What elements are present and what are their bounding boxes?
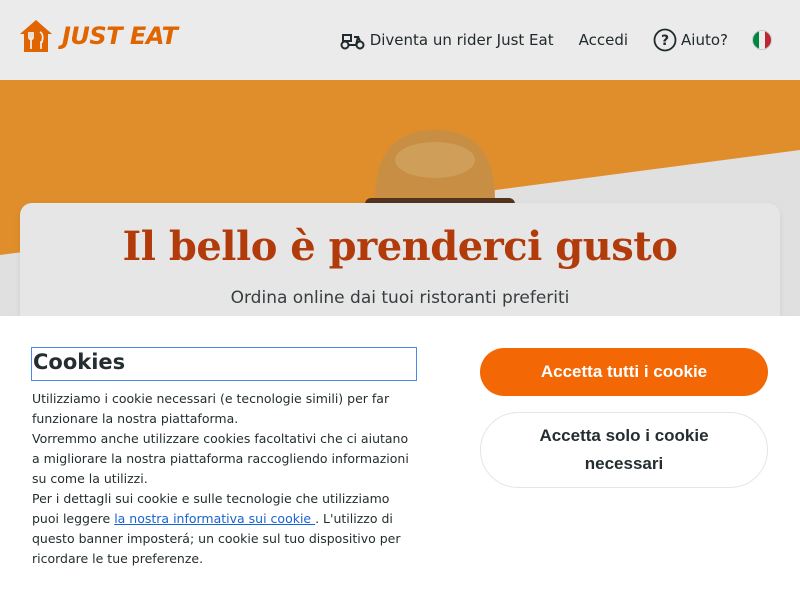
cookie-paragraph-1: Utilizziamo i cookie necessari (e tecnologie simili) per far funzionare la nostra piattaforma. [32, 391, 390, 426]
cookie-policy-link[interactable]: la nostra informativa sui cookie [114, 511, 316, 526]
cookie-paragraph-3 [32, 489, 417, 569]
cookie-paragraph-2: Vorremmo anche utilizzare cookies facoltativi che ci aiutano a migliorare la nostra piattaforma raccogliendo informazioni su come la utilizzi. [32, 431, 409, 486]
login-link-label: Accedi [578, 31, 629, 49]
help-link-label: Aiuto? [681, 31, 728, 49]
logo-text: JUST EAT [62, 22, 178, 50]
cookie-paragraph-3-start: Per i dettagli sui cookie e sulle tecnologie che utilizziamo puoi leggere [32, 491, 390, 526]
cookie-paragraph-3-end: . L'utilizzo di questo banner imposterá; un cookie sul tuo dispositivo per ricordare le tue preferenze. [32, 511, 401, 566]
accept-necessary-cookies-button[interactable]: Accetta solo i cookie necessari [480, 412, 768, 488]
rider-link-label: Diventa un rider Just Eat [369, 31, 554, 49]
accept-all-cookies-button[interactable]: Accetta tutti i cookie [480, 348, 768, 396]
cookie-title: Cookies [31, 347, 417, 381]
cookie-description [32, 389, 417, 569]
hero-subtitle: Ordina online dai tuoi ristoranti preferiti [230, 288, 570, 308]
cookie-banner [0, 316, 800, 600]
hero-title: Il bello è prenderci gusto [122, 223, 678, 270]
svg-text:?: ? [660, 33, 670, 49]
